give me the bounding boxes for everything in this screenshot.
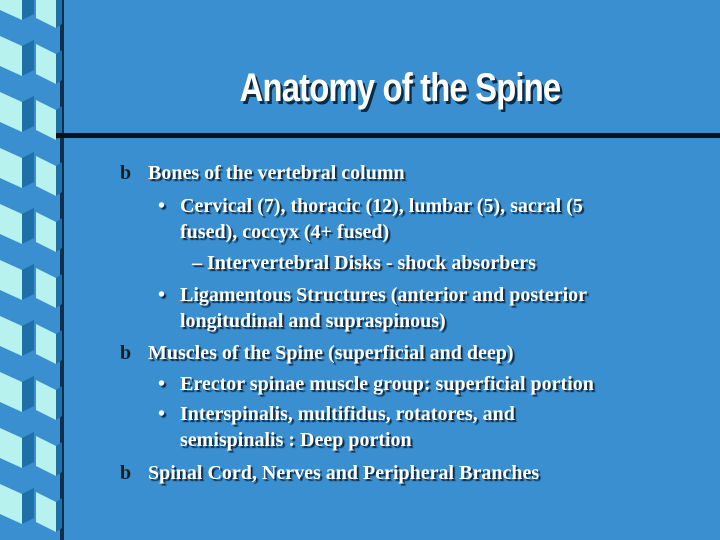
sub-bullet-text: Ligamentous Structures (anterior and posterior <box>180 284 588 306</box>
sub-bullet-text: Cervical (7), thoracic (12), lumbar (5), sacral (5 <box>180 195 583 217</box>
sub-sub-bullet-text: – Intervertebral Disks - shock absorbers <box>192 252 536 274</box>
bullet-text: Bones of the vertebral column <box>148 162 405 184</box>
sub-bullet-text: Interspinalis, multifidus, rotatores, and <box>180 403 515 425</box>
slide-title: Anatomy of the Spine <box>239 66 561 110</box>
sub-bullet-text: longitudinal and supraspinous) <box>180 310 446 332</box>
sub-bullet-text: Erector spinae muscle group: superficial portion <box>180 373 594 395</box>
bullet-icon: b <box>120 462 132 484</box>
title-divider <box>56 133 720 138</box>
bullet-icon: b <box>120 162 132 184</box>
sub-bullet-icon: • <box>158 403 166 425</box>
sub-bullet-text: semispinalis : Deep portion <box>180 429 412 451</box>
bullet-text: Spinal Cord, Nerves and Peripheral Branches <box>148 462 540 484</box>
decorative-ribbon-border <box>0 0 80 540</box>
bullet-text: Muscles of the Spine (superficial and deep) <box>148 342 514 364</box>
sub-bullet-icon: • <box>158 284 166 306</box>
sub-bullet-icon: • <box>158 373 166 395</box>
sub-bullet-text: fused), coccyx (4+ fused) <box>180 221 390 243</box>
sub-bullet-icon: • <box>158 195 166 217</box>
bullet-icon: b <box>120 342 132 364</box>
